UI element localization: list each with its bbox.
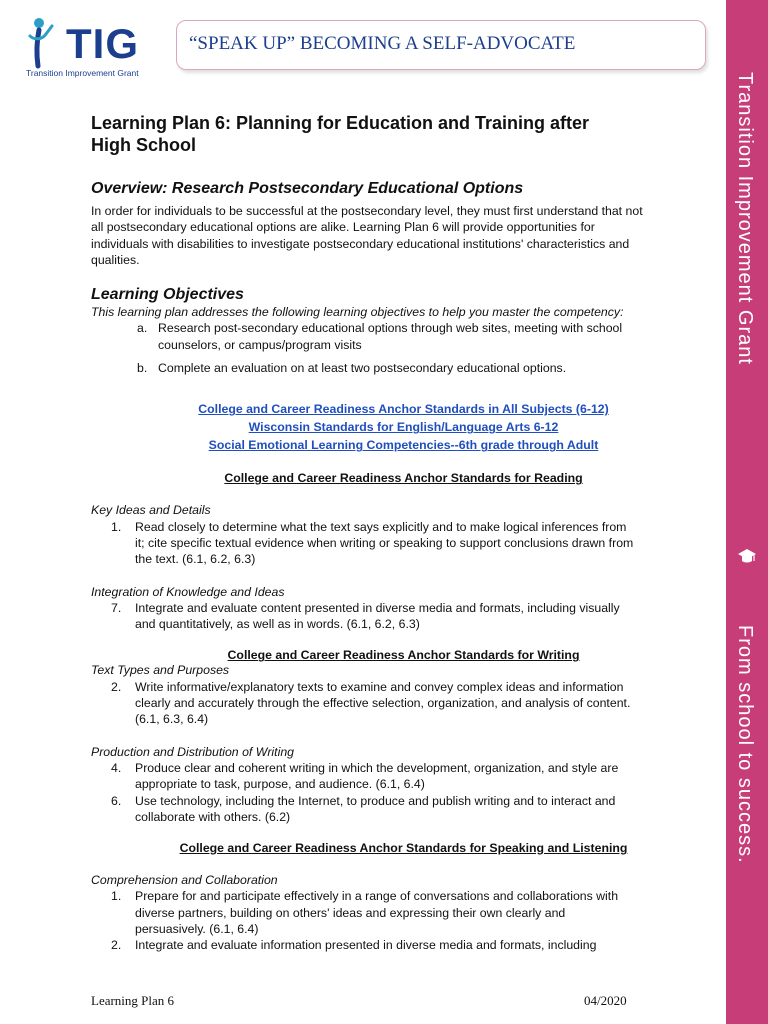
list-item: 1. Read closely to determine what the text says explicitly and to make logical inferences from it; cite specific textual evidence when writing or speaking to support conclusions drawn from the text. (6.1, 6.2, 6.3) xyxy=(111,519,634,567)
overview-heading: Overview: Research Postsecondary Educational Options xyxy=(91,180,524,197)
list-item: 1. Prepare for and participate effectively in a range of conversations and collaborations with diverse partners, building on others' ideas and expressing their own clearly and persuasively. (6.1, 6.4) xyxy=(111,889,619,937)
footer-left: Learning Plan 6 xyxy=(91,993,175,1008)
list-item: 4. Produce clear and coherent writing in which the development, organization, and style are appropriate to task, purpose, and audience. (6.1, 6.4) xyxy=(111,760,619,792)
subheading-key-ideas: Key Ideas and Details xyxy=(91,503,211,518)
document-body xyxy=(91,112,716,954)
writing-standards-heading: College and Career Readiness Anchor Standards for Writing xyxy=(227,648,580,663)
list-item: 2. Write informative/explanatory texts to examine and convey complex ideas and information clearly and accurately through the effective selection, organization, and analysis of content. (6.1, 6.3, 6.4) xyxy=(111,679,631,727)
list-item: 6. Use technology, including the Internet, to produce and publish writing and to interact and collaborate with others. (6.2) xyxy=(111,793,616,824)
objectives-heading: Learning Objectives xyxy=(91,286,244,304)
person-figure-icon xyxy=(26,14,70,72)
list-item: b. Complete an evaluation on at least two postsecondary educational options. xyxy=(137,361,567,376)
logo-subtitle: Transition Improvement Grant xyxy=(26,68,139,78)
footer-date: 04/2020 xyxy=(584,993,627,1008)
link-sel-competencies[interactable]: Social Emotional Learning Competencies--6th grade through Adult xyxy=(208,438,599,453)
list-item: 2. Integrate and evaluate information presented in diverse media and formats, including xyxy=(111,938,597,953)
page-title xyxy=(91,112,716,156)
graduation-cap-icon xyxy=(736,545,758,567)
objectives-intro: This learning plan addresses the following learning objectives to help you master the competency: xyxy=(91,305,624,320)
list-item: a. Research post-secondary educational options through web sites, meeting with school counselors, or campus/program visits xyxy=(137,321,623,352)
link-anchor-standards[interactable]: College and Career Readiness Anchor Standards in All Subjects (6-12) xyxy=(198,402,609,417)
logo-wordmark: TIG xyxy=(66,20,139,67)
list-item: 7. Integrate and evaluate content presented in diverse media and formats, including visually and quantitatively, as well as in words. (6.1, 6.2, 6.3) xyxy=(111,600,620,632)
tig-logo xyxy=(26,14,146,80)
sidebar-text-grant: Transition Improvement Grant xyxy=(734,72,756,365)
subheading-integration: Integration of Knowledge and Ideas xyxy=(91,584,285,599)
header-banner: “SPEAK UP” BECOMING A SELF-ADVOCATE xyxy=(176,20,706,70)
objectives-list xyxy=(91,320,716,376)
right-sidebar xyxy=(726,0,768,1024)
overview-paragraph: In order for individuals to be successful at the postsecondary level, they must first understand that not all postsecondary educational options are alike. Learning Plan 6 will provide opportunities for individuals with disabilities to investigate postsecondary educational institutions' characteristics and qualities. xyxy=(91,204,643,267)
standards-links xyxy=(91,400,716,454)
subheading-production: Production and Distribution of Writing xyxy=(91,744,294,759)
title-line-2: High School xyxy=(91,135,196,155)
reading-standards-heading: College and Career Readiness Anchor Standards for Reading xyxy=(224,471,583,486)
subheading-comprehension: Comprehension and Collaboration xyxy=(91,873,278,888)
speaking-standards-heading: College and Career Readiness Anchor Standards for Speaking and Listening xyxy=(179,841,628,856)
title-line-1: Learning Plan 6: Planning for Education and Training after xyxy=(91,113,590,133)
subheading-text-types: Text Types and Purposes xyxy=(91,663,230,678)
link-wisconsin-standards[interactable]: Wisconsin Standards for English/Language Arts 6-12 xyxy=(248,420,559,435)
sidebar-text-tagline: From school to success. xyxy=(734,625,756,864)
